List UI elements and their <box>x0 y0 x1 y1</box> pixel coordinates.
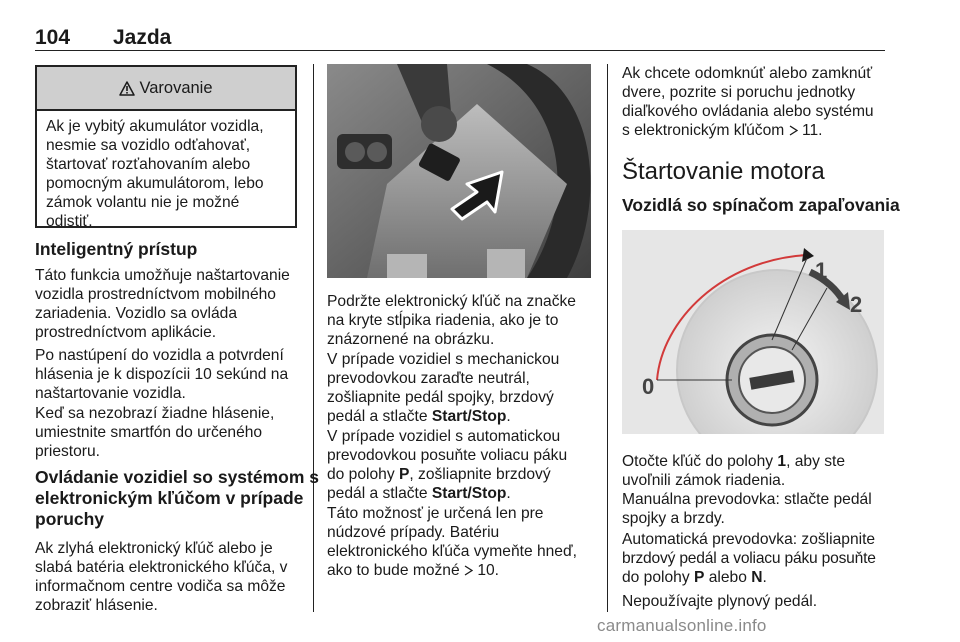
text-line: Po nastúpení do vozidla a potvrdení <box>35 347 284 364</box>
text-line: umiestnite smartfón do určeného <box>35 424 263 441</box>
text-line: priestoru. <box>35 443 101 460</box>
text-line: slabá batéria elektronického kľúča, v <box>35 559 288 576</box>
heading-engine-start: Štartovanie motora <box>622 158 825 185</box>
text-line <box>622 452 845 471</box>
warning-line: štartovať rozťahovaním alebo <box>46 156 251 173</box>
gear-p-label: P <box>398 466 410 483</box>
text-line: zariadenia. Vozidlo sa ovláda <box>35 305 237 322</box>
text-line: zobraziť hlásenie. <box>35 597 158 614</box>
text-line: znázornené na obrázku. <box>327 331 495 348</box>
text-run: alebo <box>704 569 752 586</box>
warning-header <box>37 67 295 111</box>
page-reference[interactable]: 10. <box>477 562 500 579</box>
text-line: Ak chcete odomknúť alebo zamknúť <box>622 65 873 82</box>
page-header <box>35 26 885 50</box>
steering-column-photo <box>327 64 591 278</box>
warning-triangle-icon <box>119 81 135 96</box>
text-run: ako to bude možné <box>327 562 464 579</box>
text-line: naštartovanie vozidla. <box>35 385 186 402</box>
start-stop-label: Start/Stop <box>431 485 507 502</box>
watermark: carmanualsonline.info <box>597 616 767 635</box>
text-line: brzdový pedál a voliacu páku posuňte <box>622 550 876 567</box>
warning-line: pomocným akumulátorom, lebo <box>46 175 264 192</box>
ignition-diagram <box>622 230 884 434</box>
text-line <box>622 121 874 140</box>
text-line: Ak zlyhá elektronický kľúč alebo je <box>35 540 273 557</box>
text-run: , zošliapnite brzdový <box>409 466 551 483</box>
text-line: Automatická prevodovka: zošliapnite <box>622 531 876 548</box>
text-line: prostredníctvom aplikácie. <box>35 324 217 341</box>
text-line: Manuálna prevodovka: stlačte pedál <box>622 491 872 508</box>
paragraph <box>35 266 290 342</box>
warning-box <box>35 65 297 228</box>
text-line: V prípade vozidiel s automatickou <box>327 428 561 445</box>
paragraph <box>327 504 577 580</box>
text-line: na kryte stĺpika riadenia, ako je to <box>327 312 559 329</box>
heading-line: poruchy <box>35 509 105 529</box>
text-run: do polohy <box>327 466 399 483</box>
text-line <box>327 561 577 580</box>
text-line: Keď sa nezobrazí žiadne hlásenie, <box>35 405 275 422</box>
text-line: Táto funkcia umožňuje naštartovanie <box>35 267 290 284</box>
text-line: elektronického kľúča vymeňte hneď, <box>327 543 577 560</box>
position-1-bold: 1 <box>777 453 787 470</box>
section-title: Jazda <box>113 26 172 49</box>
text-line: prevodovkou posuňte voliacu páku <box>327 447 568 464</box>
text-line: prevodovkou zaraďte neutrál, <box>327 370 530 387</box>
paragraph <box>622 64 874 140</box>
text-line <box>327 484 567 503</box>
text-run: pedál a stlačte <box>327 485 432 502</box>
warning-text <box>46 117 286 231</box>
warning-line: zámok volantu nie je možné <box>46 194 240 211</box>
text-line <box>327 407 559 426</box>
header-rule <box>35 50 885 51</box>
paragraph <box>327 427 567 503</box>
warning-line: nesmie sa vozidlo odťahovať, <box>46 137 251 154</box>
text-line: uvoľnili zámok riadenia. <box>622 472 786 489</box>
page-reference[interactable]: 11. <box>801 122 823 139</box>
warning-title: Varovanie <box>139 78 213 97</box>
paragraph <box>327 292 576 349</box>
page-number: 104 <box>35 26 71 49</box>
steering-column-illustration <box>327 64 591 278</box>
paragraph <box>35 539 287 615</box>
text-line: V prípade vozidiel s mechanickou <box>327 351 560 368</box>
text-line: vozidla prostredníctvom mobilného <box>35 286 276 303</box>
text-line: informačnom centre vodiča sa môže <box>35 578 286 595</box>
text-run: . <box>506 408 511 425</box>
text-line <box>622 568 876 587</box>
text-line: Táto možnosť je určená len pre <box>327 505 544 522</box>
text-line <box>327 465 567 484</box>
text-line: dvere, pozrite si poruchu jednotky <box>622 84 856 101</box>
heading-ignition-switch: Vozidlá so spínačom zapaľovania <box>622 195 900 215</box>
text-run: s elektronickým kľúčom <box>622 122 789 139</box>
paragraph <box>622 490 872 528</box>
text-line: zošliapnite pedál spojky, brzdový <box>327 389 554 406</box>
paragraph <box>327 350 559 426</box>
paragraph: Nepoužívajte plynový pedál. <box>622 593 818 610</box>
text-run: . <box>506 485 511 502</box>
gear-p-label: P <box>693 569 705 586</box>
text-run: , aby ste <box>786 453 846 470</box>
page-reference-icon <box>789 125 798 136</box>
text-run: do polohy <box>622 569 694 586</box>
heading-line: Ovládanie vozidiel so systémom s <box>35 467 319 487</box>
paragraph <box>35 346 288 403</box>
text-run: pedál a stlačte <box>327 408 432 425</box>
warning-line: odistiť. <box>46 213 93 230</box>
text-line: hlásenia je k dispozícii 10 sekúnd na <box>35 366 289 383</box>
text-line: núdzové prípady. Batériu <box>327 524 500 541</box>
warning-line: Ak je vybitý akumulátor vozidla, <box>46 118 264 135</box>
text-line: diaľkového ovládania alebo systému <box>622 103 874 120</box>
text-run: Otočte kľúč do polohy <box>622 453 778 470</box>
paragraph <box>622 530 876 587</box>
page-reference-icon <box>464 565 473 576</box>
text-run: . <box>762 569 767 586</box>
ignition-key-illustration <box>622 230 884 434</box>
position-2-label: 2 <box>850 292 863 317</box>
text-line: spojky a brzdy. <box>622 510 725 527</box>
heading-intelligent-access: Inteligentný prístup <box>35 239 198 259</box>
paragraph <box>35 404 274 461</box>
paragraph <box>622 452 845 490</box>
start-stop-label: Start/Stop <box>431 408 507 425</box>
text-line: Podržte elektronický kľúč na značke <box>327 293 576 310</box>
heading-line: elektronickým kľúčom v prípade <box>35 488 304 508</box>
column-divider-2 <box>607 64 608 612</box>
position-1-label: 1 <box>815 258 828 283</box>
gear-n-label: N <box>751 569 763 586</box>
position-0-label: 0 <box>642 374 655 399</box>
heading-electronic-key-failure <box>35 467 319 530</box>
